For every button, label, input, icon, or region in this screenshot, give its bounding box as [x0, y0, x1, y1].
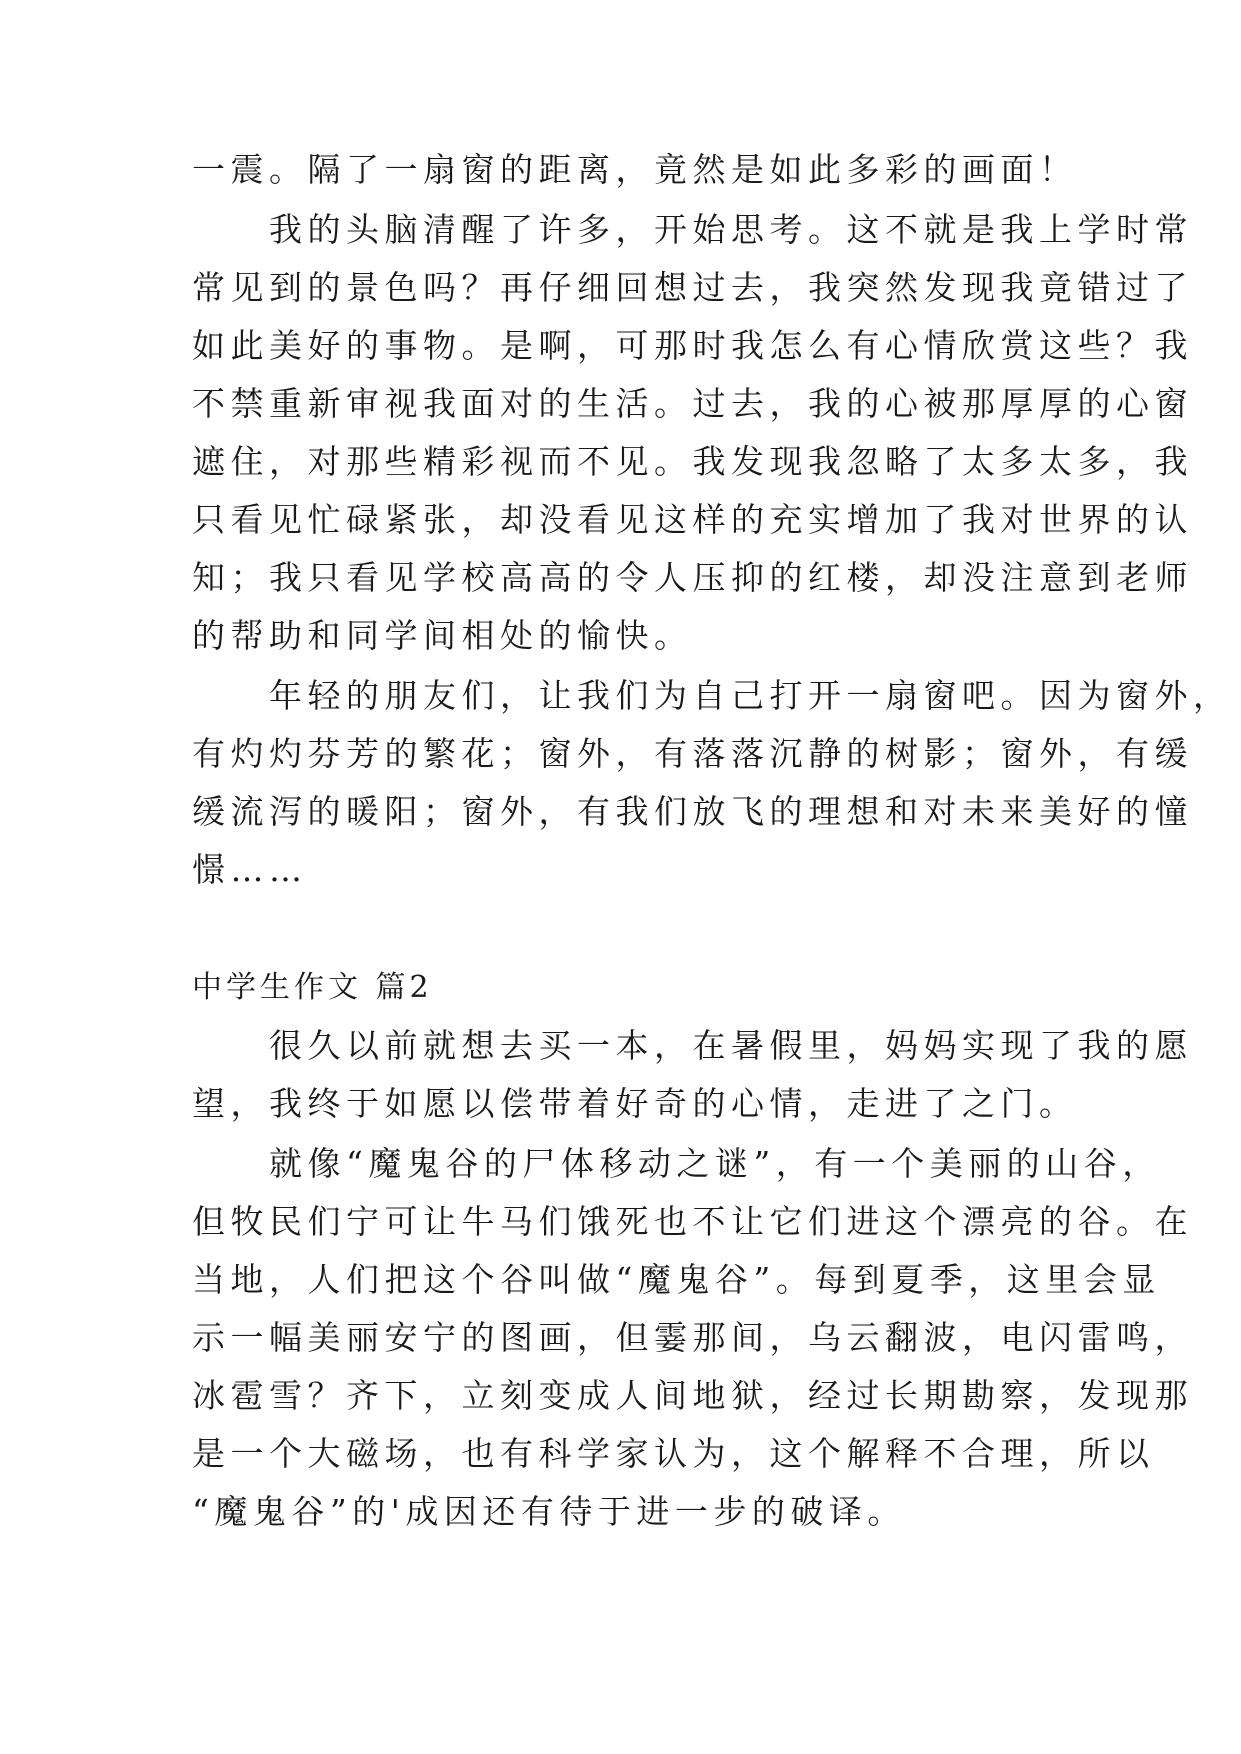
paragraph-line: 有灼灼芬芳的繁花；窗外，有落落沉静的树影；窗外，有缓 [192, 734, 1193, 773]
paragraph-line: 示一幅美丽安宁的图画，但霎那间，乌云翻波，电闪雷鸣， [192, 1318, 1193, 1357]
paragraph-line: 年轻的朋友们，让我们为自己打开一扇窗吧。因为窗外， [192, 676, 1232, 715]
paragraph-line: 冰雹雪？齐下，立刻变成人间地狱，经过长期勘察，发现那 [192, 1376, 1193, 1415]
paragraph-line: 是一个大磁场，也有科学家认为，这个解释不合理，所以 [192, 1434, 1155, 1473]
paragraph-line: 很久以前就想去买一本，在暑假里，妈妈实现了我的愿 [192, 1026, 1193, 1065]
paragraph-line: 如此美好的事物。是啊，可那时我怎么有心情欣赏这些？我 [192, 326, 1193, 365]
paragraph-line: “魔鬼谷”的'成因还有待于进一步的破译。 [192, 1492, 906, 1531]
paragraph-line: 常见到的景色吗？再仔细回想过去，我突然发现我竟错过了 [192, 268, 1193, 307]
paragraph-line: 我的头脑清醒了许多，开始思考。这不就是我上学时常 [192, 210, 1193, 249]
paragraph-line: 望，我终于如愿以偿带着好奇的心情，走进了之门。 [192, 1084, 1078, 1123]
section-heading: 中学生作文 篇2 [192, 970, 433, 1005]
paragraph-line: 的帮助和同学间相处的愉快。 [192, 616, 693, 655]
paragraph-line: 遮住，对那些精彩视而不见。我发现我忽略了太多太多，我 [192, 442, 1193, 481]
paragraph-line: 一震。隔了一扇窗的距离，竟然是如此多彩的画面！ [192, 150, 1078, 189]
paragraph-line: 憬…… [192, 850, 308, 889]
paragraph-line: 当地，人们把这个谷叫做“魔鬼谷”。每到夏季，这里会显 [192, 1260, 1161, 1299]
paragraph-line: 缓流泻的暖阳；窗外，有我们放飞的理想和对未来美好的憧 [192, 792, 1193, 831]
paragraph-line: 就像“魔鬼谷的尸体移动之谜”，有一个美丽的山谷， [192, 1144, 1161, 1183]
paragraph-line: 知；我只看见学校高高的令人压抑的红楼，却没注意到老师 [192, 558, 1193, 597]
paragraph-line: 只看见忙碌紧张，却没看见这样的充实增加了我对世界的认 [192, 500, 1193, 539]
paragraph-line: 不禁重新审视我面对的生活。过去，我的心被那厚厚的心窗 [192, 384, 1193, 423]
paragraph-line: 但牧民们宁可让牛马们饿死也不让它们进这个漂亮的谷。在 [192, 1202, 1193, 1241]
